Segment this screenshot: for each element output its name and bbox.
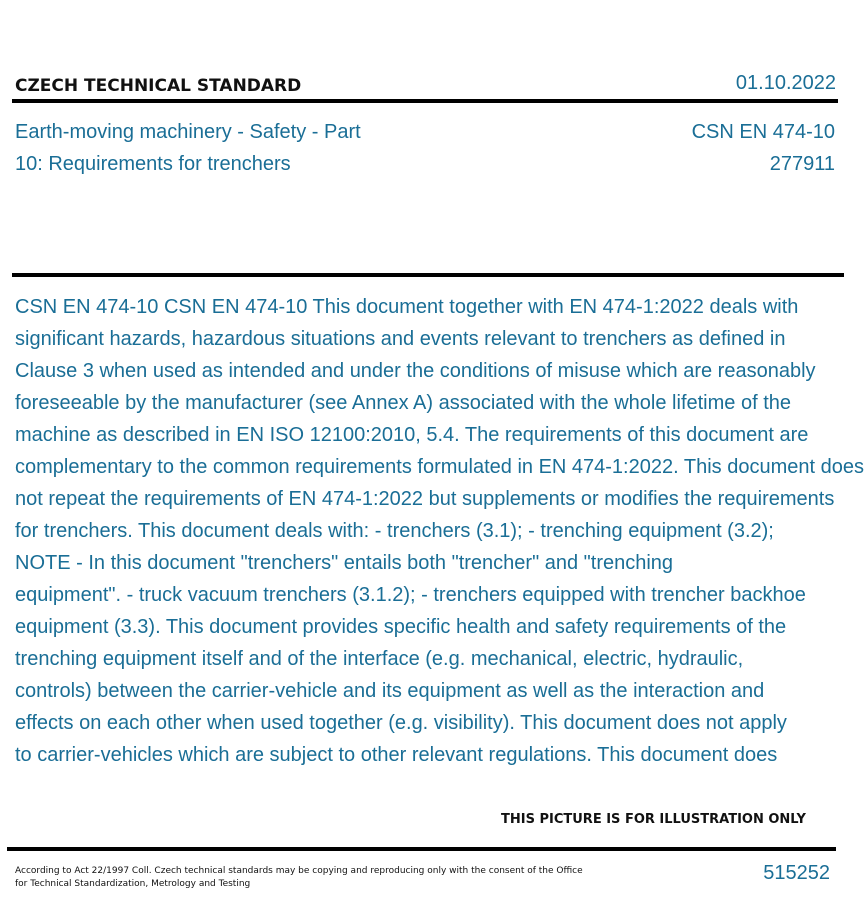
footer-divider bbox=[7, 847, 836, 851]
identifier-block bbox=[692, 116, 835, 180]
standard-code: CSN EN 474-10 bbox=[691, 121, 835, 143]
abstract-line: machine as described in EN ISO 12100:2010, 5.4. The requirements of this document are bbox=[15, 424, 809, 446]
title-line: 10: Requirements for trenchers bbox=[15, 153, 291, 175]
header-divider bbox=[12, 99, 838, 103]
abstract-line: equipment". - truck vacuum trenchers (3.1.2); - trenchers equipped with trencher backhoe bbox=[15, 584, 806, 606]
standard-type-label: CZECH TECHNICAL STANDARD bbox=[15, 76, 302, 96]
abstract-line: effects on each other when used together (e.g. visibility). This document does not apply bbox=[15, 712, 787, 734]
copyright-notice bbox=[15, 865, 585, 891]
abstract-line: NOTE - In this document "trenchers" entails both "trencher" and "trenching bbox=[15, 552, 674, 574]
abstract-line: controls) between the carrier-vehicle and its equipment as well as the interaction and bbox=[15, 680, 765, 702]
standard-title bbox=[15, 116, 435, 180]
abstract-line: not repeat the requirements of EN 474-1:2022 but supplements or modifies the requirements bbox=[15, 488, 835, 510]
abstract-text bbox=[15, 291, 865, 771]
abstract-line: foreseeable by the manufacturer (see Annex A) associated with the whole lifetime of the bbox=[15, 392, 791, 414]
abstract-line: to carrier-vehicles which are subject to other relevant regulations. This document does bbox=[15, 744, 778, 766]
document-number: 515252 bbox=[763, 862, 830, 884]
abstract-line: CSN EN 474-10 CSN EN 474-10 This document together with EN 474-1:2022 deals with bbox=[15, 296, 799, 318]
abstract-line: trenching equipment itself and of the interface (e.g. mechanical, electric, hydraulic, bbox=[15, 648, 744, 670]
abstract-line: Clause 3 when used as intended and under the conditions of misuse which are reasonably bbox=[15, 360, 816, 382]
catalog-number: 277911 bbox=[769, 153, 835, 175]
publication-date: 01.10.2022 bbox=[735, 72, 836, 94]
abstract-line: significant hazards, hazardous situations and events relevant to trenchers as defined in bbox=[15, 328, 786, 350]
abstract-line: equipment (3.3). This document provides specific health and safety requirements of the bbox=[15, 616, 787, 638]
abstract-line: for trenchers. This document deals with: - trenchers (3.1); - trenching equipment (3.2); bbox=[15, 520, 774, 542]
copyright-line: According to Act 22/1997 Coll. Czech technical standards may be copying and reproducing only with the consent of the Office bbox=[15, 866, 583, 876]
copyright-line: for Technical Standardization, Metrology and Testing bbox=[15, 879, 251, 889]
title-line: Earth-moving machinery - Safety - Part bbox=[15, 121, 361, 143]
abstract-line: complementary to the common requirements formulated in EN 474-1:2022. This document does bbox=[15, 456, 864, 478]
illustration-notice: THIS PICTURE IS FOR ILLUSTRATION ONLY bbox=[501, 812, 806, 827]
section-divider bbox=[12, 273, 844, 277]
